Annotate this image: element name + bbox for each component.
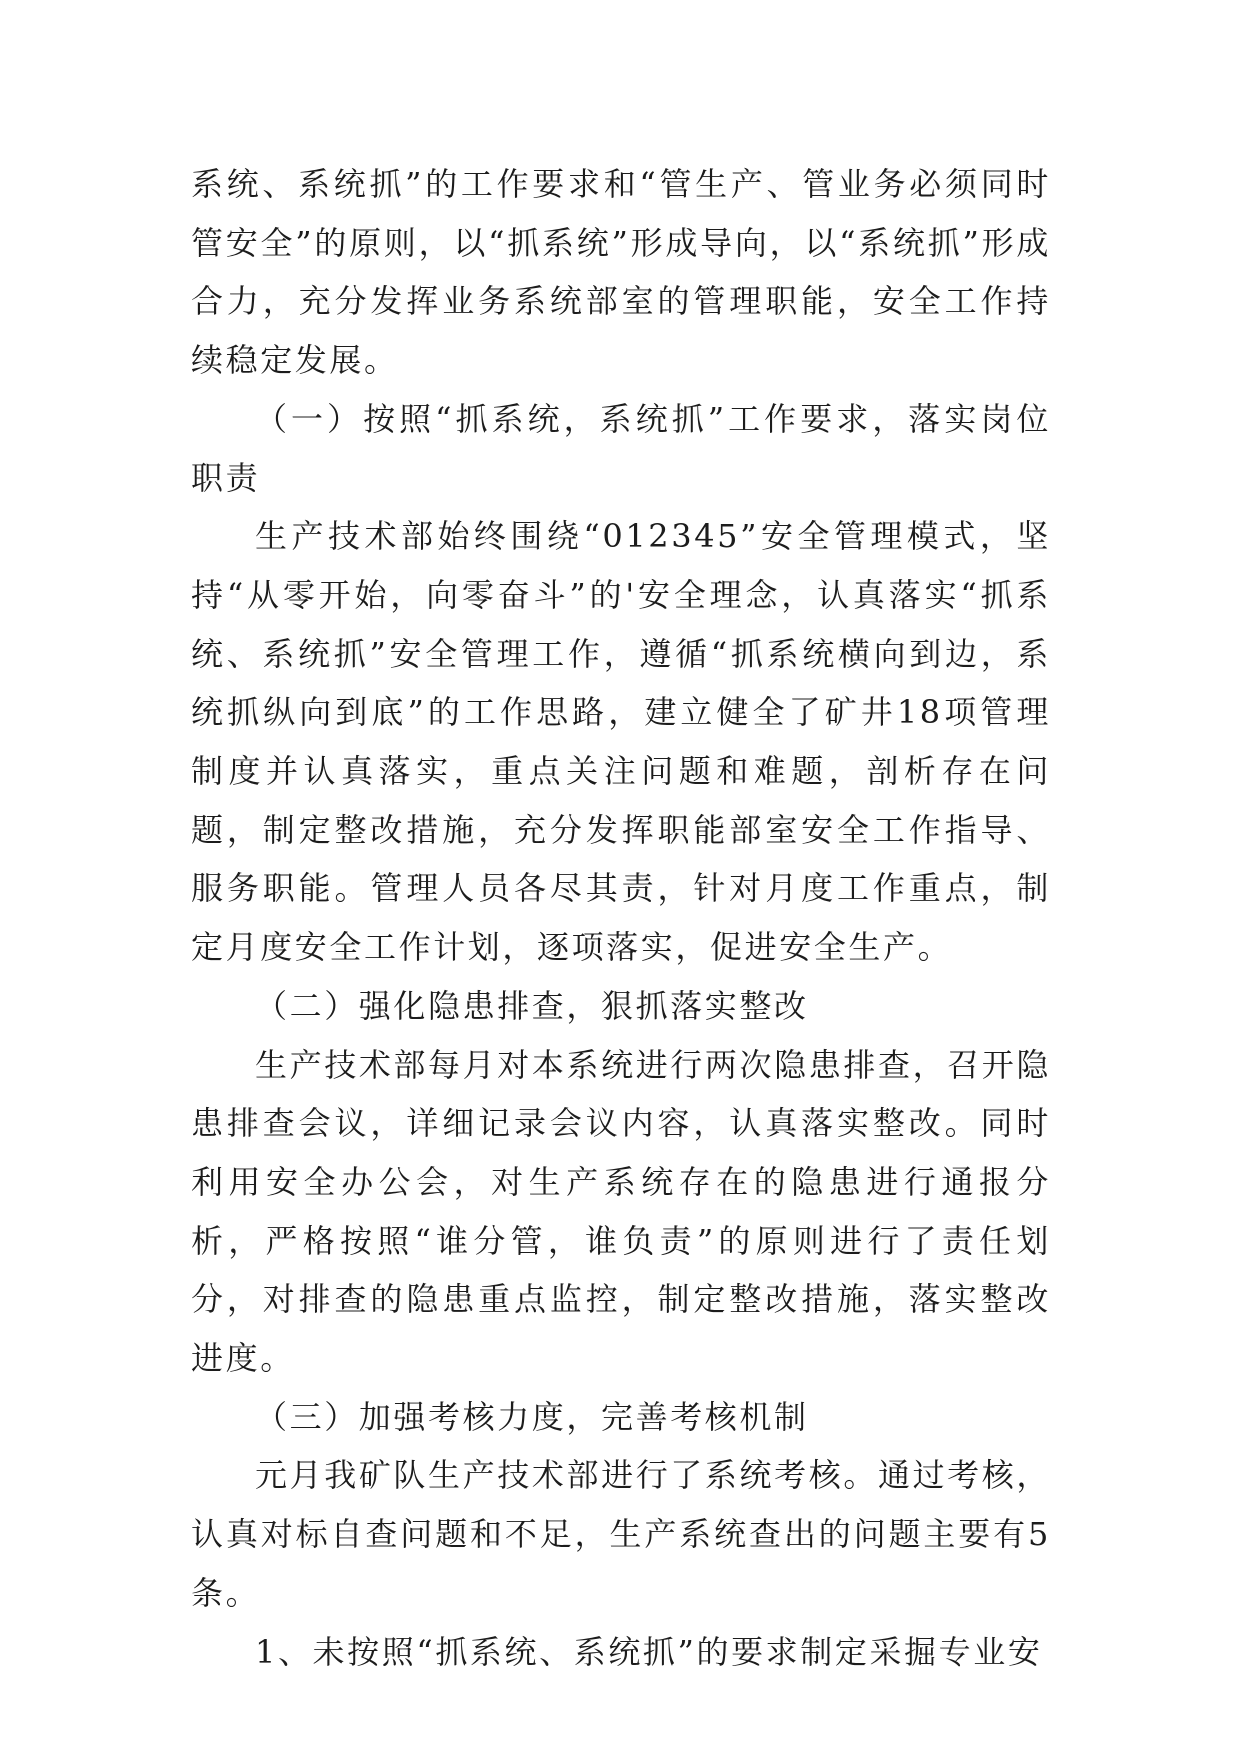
paragraph-intro: 系统、系统抓”的工作要求和“管生产、管业务必须同时管安全”的原则，以“抓系统”形成导向，以“系统抓”形成合力，充分发挥业务系统部室的管理职能，安全工作持续稳定发展。 bbox=[191, 165, 1051, 380]
section-heading-1: （一）按照“抓系统，系统抓”工作要求，落实岗位职责 bbox=[191, 399, 1051, 497]
section-heading-2: （二）强化隐患排查，狠抓落实整改 bbox=[255, 986, 809, 1025]
paragraph-section-3: 元月我矿队生产技术部进行了系统考核。通过考核，认真对标自查问题和不足，生产系统查出的问题主要有5条。 bbox=[191, 1456, 1051, 1612]
document-body bbox=[191, 155, 1051, 1681]
paragraph-section-2: 生产技术部每月对本系统进行两次隐患排查，召开隐患排查会议，详细记录会议内容，认真落实整改。同时利用安全办公会，对生产系统存在的隐患进行通报分析，严格按照“谁分管，谁负责”的原则进行了责任划分，对排查的隐患重点监控，制定整改措施，落实整改进度。 bbox=[191, 1045, 1051, 1378]
paragraph-section-1: 生产技术部始终围绕“012345”安全管理模式，坚持“从零开始，向零奋斗”的'安全理念，认真落实“抓系统、系统抓”安全管理工作，遵循“抓系统横向到边，系统抓纵向到底”的工作思路，建立健全了矿井18项管理制度并认真落实，重点关注问题和难题，剖析存在问题，制定整改措施，充分发挥职能部室安全工作指导、服务职能。管理人员各尽其责，针对月度工作重点，制定月度安全工作计划，逐项落实，促进安全生产。 bbox=[191, 517, 1051, 967]
paragraph-item-1: 1、未按照“抓系统、系统抓”的要求制定采掘专业安 bbox=[255, 1632, 1043, 1671]
section-heading-3: （三）加强考核力度，完善考核机制 bbox=[255, 1397, 809, 1436]
